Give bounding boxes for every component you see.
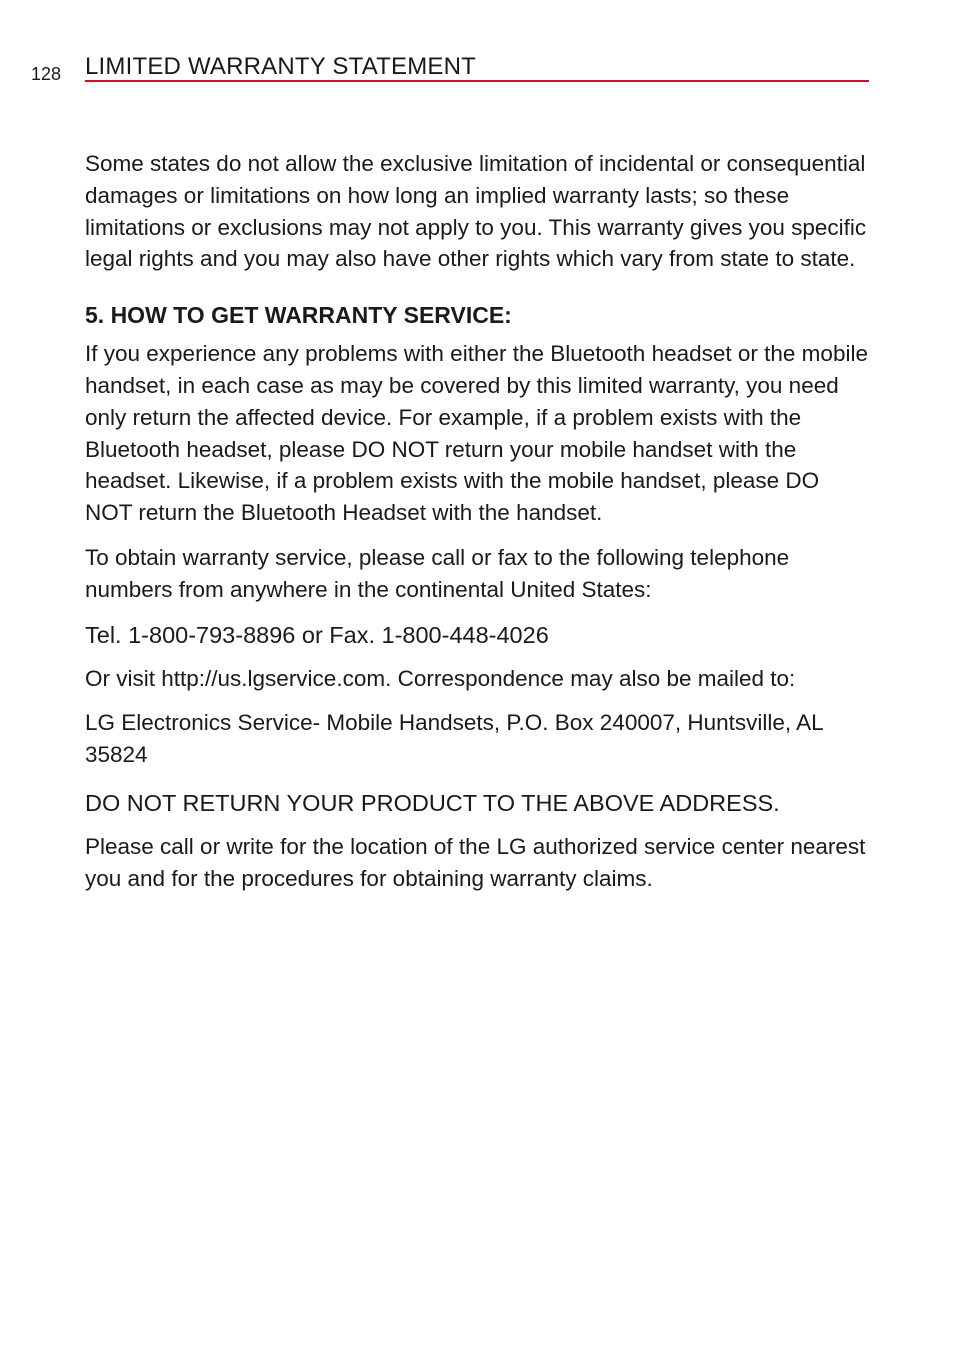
problems-paragraph: If you experience any problems with either the Bluetooth headset or the mobile handset, in each case as may be covered by this limited warranty, you need only return the affected device. For example, if a problem exists with the Bluetooth headset, please DO NOT return your mobile handset with the headset. Likewise, if a problem exists with the mobile handset, please DO NOT return the Bluetooth Headset with the handset. (85, 341, 868, 526)
intro-paragraph: Some states do not allow the exclusive limitation of incidental or consequential damages or limitations on how long an implied warranty lasts; so these limitations or exclusions may not apply to you. This warranty gives you specific legal rights and you may also have other rights which vary from state to state. (85, 151, 867, 272)
running-header (85, 54, 869, 82)
mailing-address: LG Electronics Service- Mobile Handsets, P.O. Box 240007, Huntsville, AL 35824 (85, 710, 823, 768)
contact-numbers: Tel. 1-800-793-8896 or Fax. 1-800-448-4026 (85, 621, 549, 648)
warning-notice: DO NOT RETURN YOUR PRODUCT TO THE ABOVE ADDRESS. (85, 789, 780, 816)
page-content (85, 148, 869, 895)
obtain-service-paragraph: To obtain warranty service, please call or fax to the following telephone numbers from anywhere in the continental United States: (85, 544, 790, 602)
visit-paragraph: Or visit http://us.lgservice.com. Correspondence may also be mailed to: (85, 665, 796, 691)
page-number: 128 (31, 64, 62, 84)
closing-paragraph: Please call or write for the location of the LG authorized service center nearest you and for the procedures for obtaining warranty claims. (85, 833, 866, 891)
section-heading: 5. HOW TO GET WARRANTY SERVICE: (85, 302, 512, 329)
section-title: LIMITED WARRANTY STATEMENT (85, 53, 476, 80)
